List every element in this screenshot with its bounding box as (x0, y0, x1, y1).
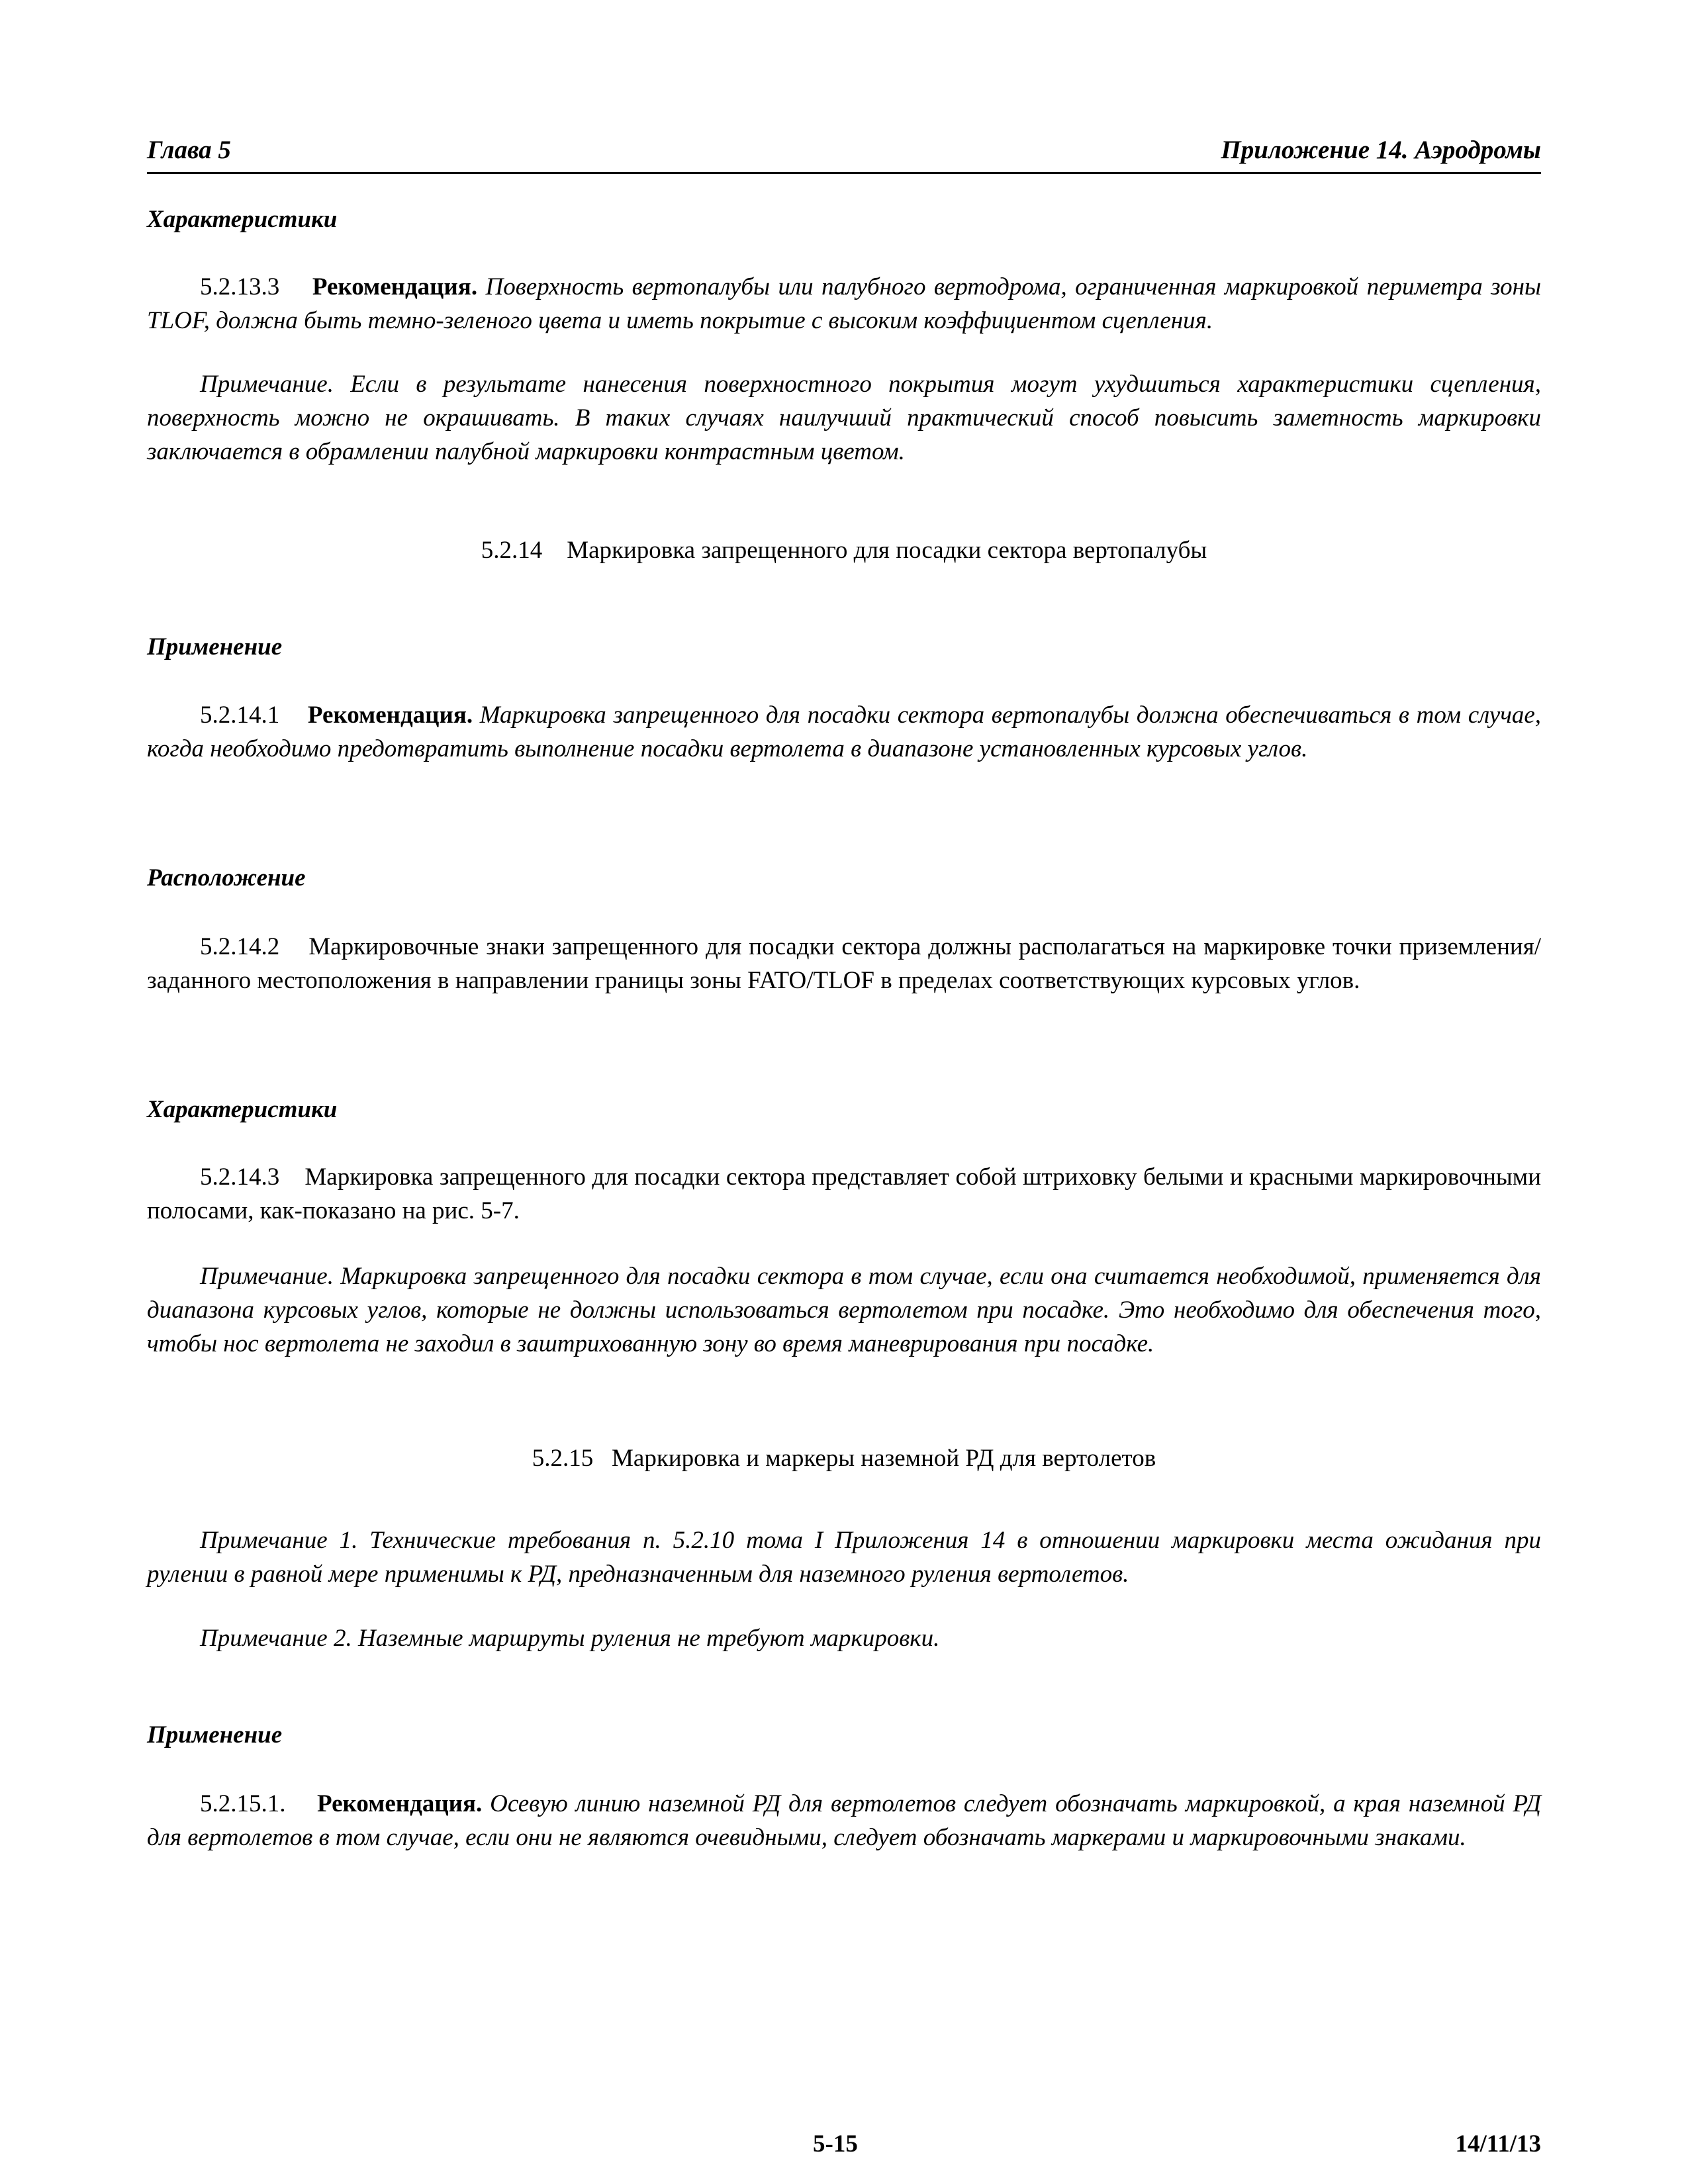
paragraph-text: Поверхность вертопалубы или палубного вертодрома, ограниченная маркировкой периметра зоны TLOF, должна быть темно-зеленого цвета и иметь покрытие с высоким коэффициентом сцепления. (147, 273, 1542, 334)
section-title-characteristics: Характеристики (147, 206, 338, 233)
paragraph-5-2-13-3 (147, 270, 1541, 338)
section-title-application-2: Применение (147, 1721, 283, 1749)
recommendation-label: Рекомендация. (317, 1790, 483, 1817)
section-title-characteristics-2: Характеристики (147, 1096, 338, 1123)
note-2: Примечание 2. Наземные маршруты руления не требуют маркировки. (200, 1625, 940, 1652)
paragraph-text: Маркировочные знаки запрещенного для посадки сектора должны располагаться на маркировке точки приземления/заданного местоположения в направлении границы зоны FATO/TLOF в пределах соответствующих курсовых углов. (147, 933, 1541, 994)
paragraph-text: Осевую линию наземной РД для вертолетов следует обозначать маркировкой, а края наземной РД для вертолетов в том случае, если они не являются очевидными, следует обозначать маркерами и маркировочными знаками. (147, 1790, 1541, 1851)
chapter-label: Глава 5 (147, 136, 231, 164)
note-surface: Примечание. Если в результате нанесения поверхностного покрытия могут ухудшиться характеристики сцепления, поверхность можно не окрашивать. В таких случаях наилучший практический способ повысить заметность маркировки заключается в обрамлении палубной маркировки контрастным цветом. (147, 371, 1541, 465)
note-1: Примечание 1. Технические требования п. 5.2.10 тома I Приложения 14 в отношении маркировки места ожидания при рулении в равной мере применимы к РД, предназначенным для наземного руления вертолетов. (147, 1527, 1541, 1588)
revision-date: 14/11/13 (1455, 2130, 1541, 2158)
heading-5-2-15: 5.2.15 Маркировка и маркеры наземной РД для вертолетов (532, 1445, 1156, 1472)
paragraph-number: 5.2.13.3 (200, 273, 280, 300)
recommendation-label: Рекомендация. (312, 273, 478, 300)
heading-5-2-14: 5.2.14 Маркировка запрещенного для посадки сектора вертопалубы (481, 537, 1207, 564)
paragraph-text: Маркировка запрещенного для посадки сектора представляет собой штриховку белыми и красными маркировочными полосами, как-показано на рис. 5-7. (147, 1163, 1541, 1224)
paragraph-5-2-14-3 (147, 1160, 1541, 1228)
paragraph-5-2-14-2 (147, 930, 1541, 997)
note-sector: Примечание. Маркировка запрещенного для посадки сектора в том случае, если она считается необходимой, применяется для диапазона курсовых углов, которые не должны использоваться вертолетом при посадке. Это необходимо для обеспечения того, чтобы нос вертолета не заходил в заштрихованную зону во время маневрирования при посадке. (147, 1263, 1541, 1357)
paragraph-5-2-15-1 (147, 1787, 1541, 1854)
paragraph-number: 5.2.14.3 (200, 1163, 280, 1191)
paragraph-number: 5.2.14.1 (200, 702, 280, 729)
paragraph-number: 5.2.15.1. (200, 1790, 286, 1817)
recommendation-label: Рекомендация. (307, 702, 473, 729)
annex-label: Приложение 14. Аэродромы (1221, 136, 1541, 164)
section-title-location: Расположение (147, 864, 306, 891)
page-number: 5-15 (813, 2130, 858, 2158)
section-title-application: Применение (147, 633, 283, 660)
paragraph-number: 5.2.14.2 (200, 933, 280, 960)
paragraph-5-2-14-1 (147, 698, 1541, 766)
page-header (147, 135, 1541, 174)
paragraph-text: Маркировка запрещенного для посадки сектора вертопалубы должна обеспечиваться в том случае, когда необходимо предотвратить выполнение посадки вертолета в диапазоне установленных курсовых углов. (147, 702, 1542, 762)
